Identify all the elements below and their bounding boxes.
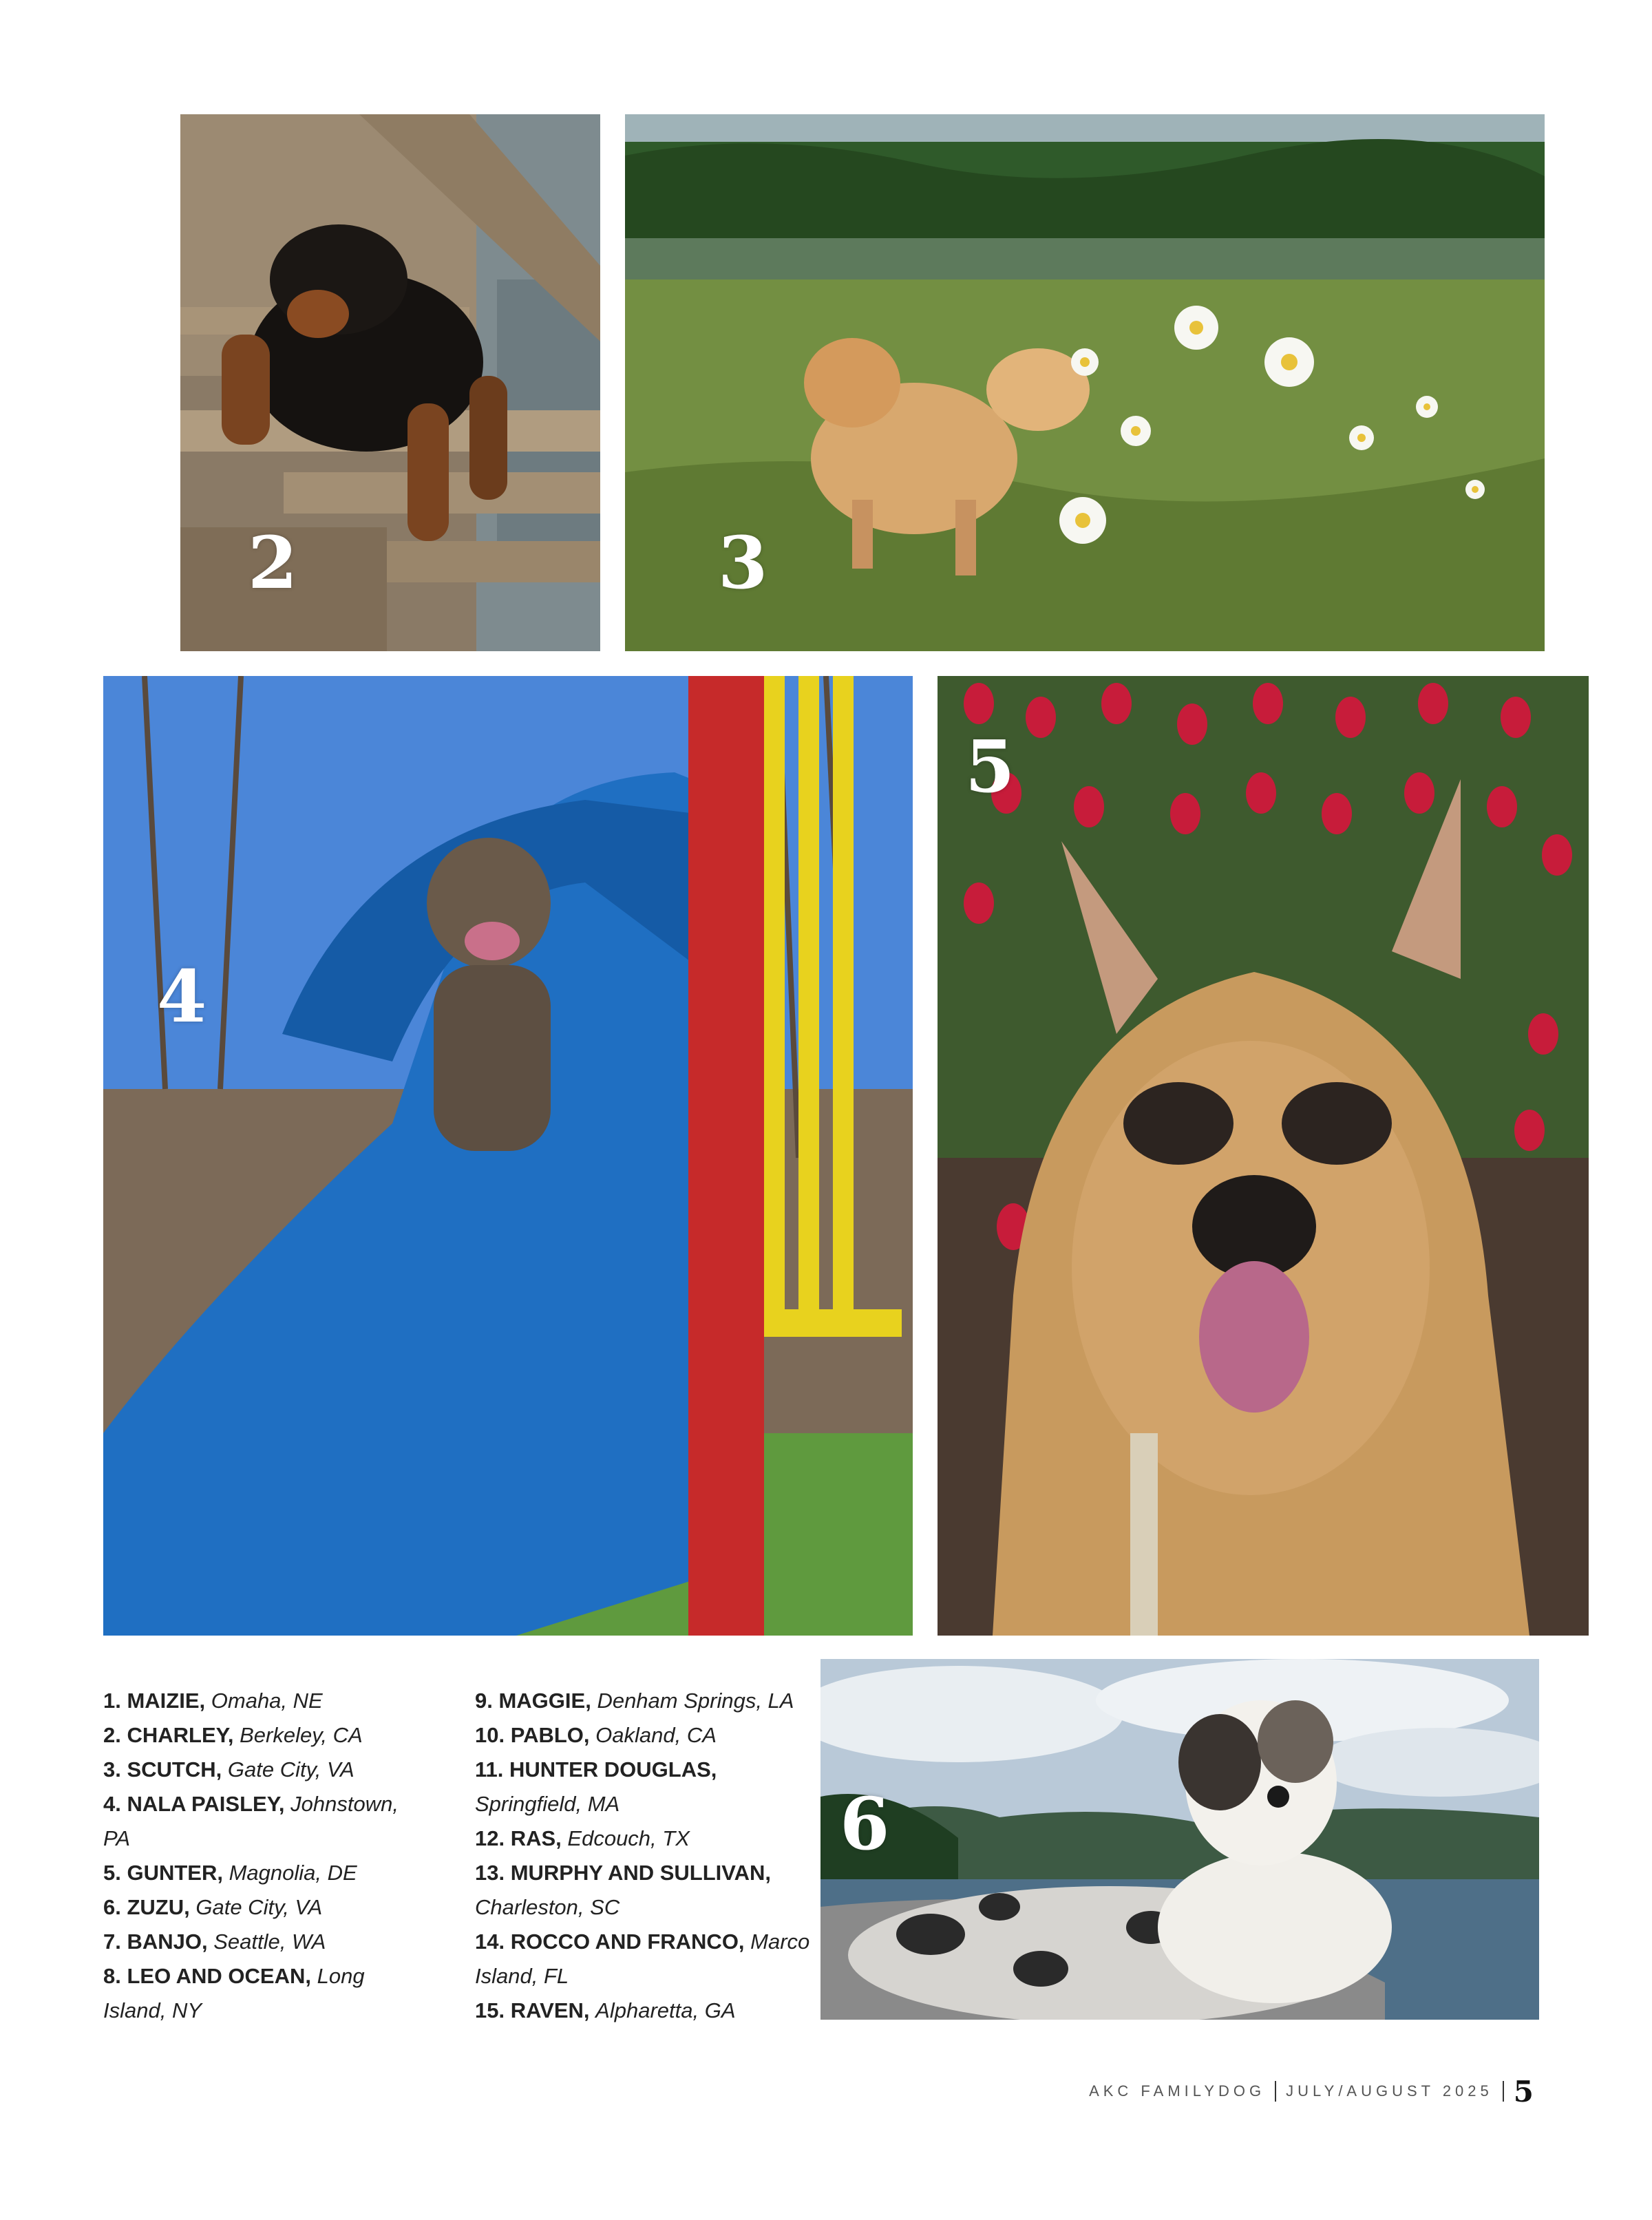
caption-list-left xyxy=(103,1684,420,2028)
footer-divider xyxy=(1503,2081,1504,2102)
footer-magazine-name: AKC FAMILYDOG xyxy=(1089,2082,1266,2100)
footer-issue: JULY/AUGUST 2025 xyxy=(1286,2082,1493,2100)
caption-item: 5. GUNTER, Magnolia, DE xyxy=(103,1861,357,1885)
caption-item: 6. ZUZU, Gate City, VA xyxy=(103,1895,323,1919)
photo-number-2: 2 xyxy=(248,520,298,605)
caption-item: 15. RAVEN, Alpharetta, GA xyxy=(475,1998,736,2022)
page-number: 5 xyxy=(1513,2074,1534,2108)
footer-divider xyxy=(1275,2081,1276,2102)
photo-4-playground-dog xyxy=(103,676,913,1636)
photo-2-rottweiler xyxy=(180,114,600,651)
caption-item: 13. MURPHY AND SULLIVAN, Charleston, SC xyxy=(475,1861,772,1919)
caption-item: 3. SCUTCH, Gate City, VA xyxy=(103,1757,354,1782)
photo-number-5: 5 xyxy=(965,724,1015,809)
caption-item: 7. BANJO, Seattle, WA xyxy=(103,1930,326,1954)
page-footer xyxy=(1089,2071,1534,2112)
caption-item: 12. RAS, Edcouch, TX xyxy=(475,1826,690,1850)
photo-number-6: 6 xyxy=(840,1782,890,1866)
caption-item: 10. PABLO, Oakland, CA xyxy=(475,1723,717,1747)
caption-item: 4. NALA PAISLEY, Johnstown, PA xyxy=(103,1792,399,1850)
photo-number-3: 3 xyxy=(718,520,768,605)
caption-item: 9. MAGGIE, Denham Springs, LA xyxy=(475,1689,794,1713)
caption-item: 14. ROCCO AND FRANCO, Marco Island, FL xyxy=(475,1930,810,1988)
photo-5-shepherd-tulips xyxy=(938,676,1589,1636)
caption-item: 11. HUNTER DOUGLAS, Springfield, MA xyxy=(475,1757,717,1816)
caption-item: 8. LEO AND OCEAN, Long Island, NY xyxy=(103,1964,365,2022)
caption-item: 1. MAIZIE, Omaha, NE xyxy=(103,1689,323,1713)
photo-6-puppy-boat xyxy=(820,1659,1539,2020)
caption-list-right xyxy=(475,1684,812,2028)
photo-number-4: 4 xyxy=(157,954,207,1039)
caption-item: 2. CHARLEY, Berkeley, CA xyxy=(103,1723,363,1747)
